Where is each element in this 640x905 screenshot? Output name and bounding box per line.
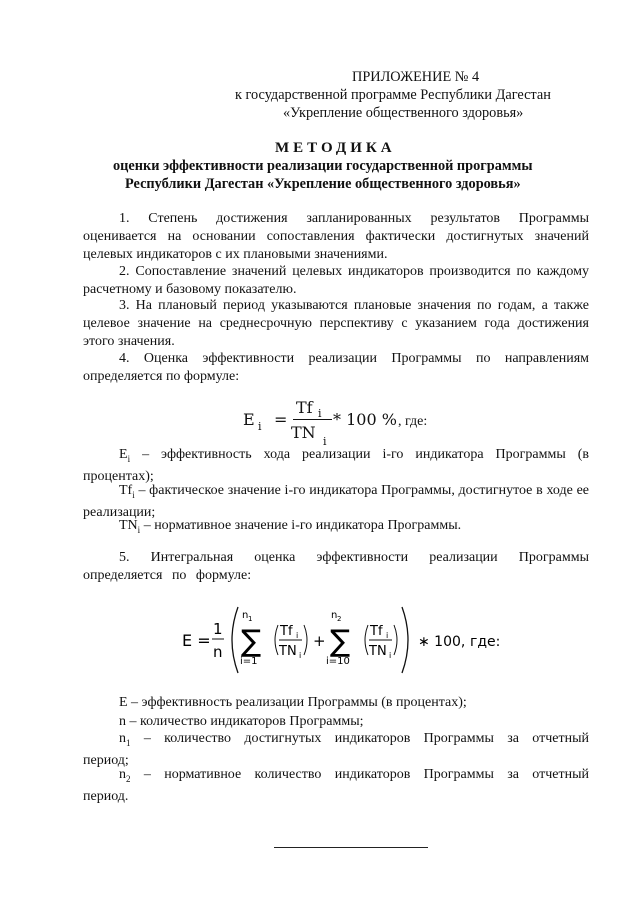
sum2-upper-sub: 2 [337,615,342,623]
appendix-line-2: «Укрепление общественного здоровья» [283,105,524,121]
formula2-tail: ∗ 100, [418,634,466,650]
formula2-one: 1 [213,620,223,638]
subtitle-line-2: Республики Дагестан «Укрепление общественного здоровья» [125,176,521,192]
frac2-num-sub: i [386,631,389,640]
formula1-where: , где: [398,414,428,429]
formula1-numerator: Tf [296,398,313,417]
subtitle-line-1: оценки эффективности реализации государственной программы [113,158,533,174]
frac1-num-sub: i [296,631,299,640]
sum1-lower: i=1 [240,656,258,667]
paragraph-4: 4. Оценка эффективности реализации Программы по направлениям определяется по формуле: [83,351,589,384]
paren2-close [394,625,397,655]
definition-n1: $n_1$ – количество достигнутых индикаторов Программы за отчетный период; [83,731,589,768]
formula2-where: где: [470,634,501,650]
paren1-close [304,625,307,655]
sum2-lower: i=10 [326,656,350,667]
definition-tn-i: $TN_i$ – нормативное значение i-го индикатора Программы. [119,518,462,535]
paren1-open [275,625,278,655]
frac1-den: TN [279,644,297,659]
formula2-plus: + [313,632,326,650]
paragraph-2: 2. Сопоставление значений целевых индикаторов производится по каждому расчетному и базовому показателю. [83,264,589,297]
right-big-paren [402,607,408,673]
document-title: МЕТОДИКА [275,140,396,156]
formula1-lhs: E [243,410,255,429]
sum-symbol-2: ∑ [330,624,351,659]
appendix-label: ПРИЛОЖЕНИЕ № 4 [352,69,480,85]
appendix-line-1: к государственной программе Республики Дагестан [235,87,551,103]
fraction-bar [293,419,332,420]
definition-e-i: $E_i$ – эффективность хода реализации i-го индикатора Программы (в процентах); [83,447,589,484]
formula1-numerator-sub: i [318,407,322,420]
definition-n2: $n_2$ – нормативное количество индикаторов Программы за отчетный период. [83,767,589,804]
definition-e: E – эффективность реализации Программы (в процентах); [119,695,467,710]
formula1-equals: = [274,410,288,429]
formula2-n: n [213,643,223,661]
frac2-num: Tf [370,624,383,639]
paragraph-1: 1. Степень достижения запланированных результатов Программы оценивается на основании сопоставления фактически достигнутых значений целевых индикаторов с их плановыми значениями. [83,211,589,262]
frac2-den: TN [369,644,387,659]
frac2-den-sub: i [389,651,392,660]
definition-tf-i: $Tf_i$ – фактическое значение i-го индикатора Программы, достигнутое в ходе ее реализации; [83,483,589,520]
frac1-num: Tf [280,624,293,639]
frac1-den-sub: i [299,651,302,660]
paragraph-3: 3. На плановый период указываются плановые значения по годам, а также целевое значение на среднесрочную перспективу с указанием года достижения этого значения. [83,298,589,349]
paren2-open [365,625,368,655]
formula2-lhs: E = [182,631,211,650]
formula1-lhs-sub: i [258,420,262,433]
formula1-denominator-sub: i [323,435,327,448]
definition-n: n – количество индикаторов Программы; [119,714,364,729]
sum1-upper-sub: 1 [248,615,253,623]
formula1-multiplier: * 100 % [333,410,397,429]
sum2-upper: n [331,610,338,621]
formula-integral-efficiency [180,605,520,675]
sum1-upper: n [242,610,249,621]
formula1-denominator: TN [291,423,316,442]
closing-rule [274,847,428,848]
paragraph-5: 5. Интегральная оценка эффективности реализации Программы определяется по формуле: [83,550,589,583]
sum-symbol-1: ∑ [241,624,262,659]
left-big-paren [232,607,238,673]
